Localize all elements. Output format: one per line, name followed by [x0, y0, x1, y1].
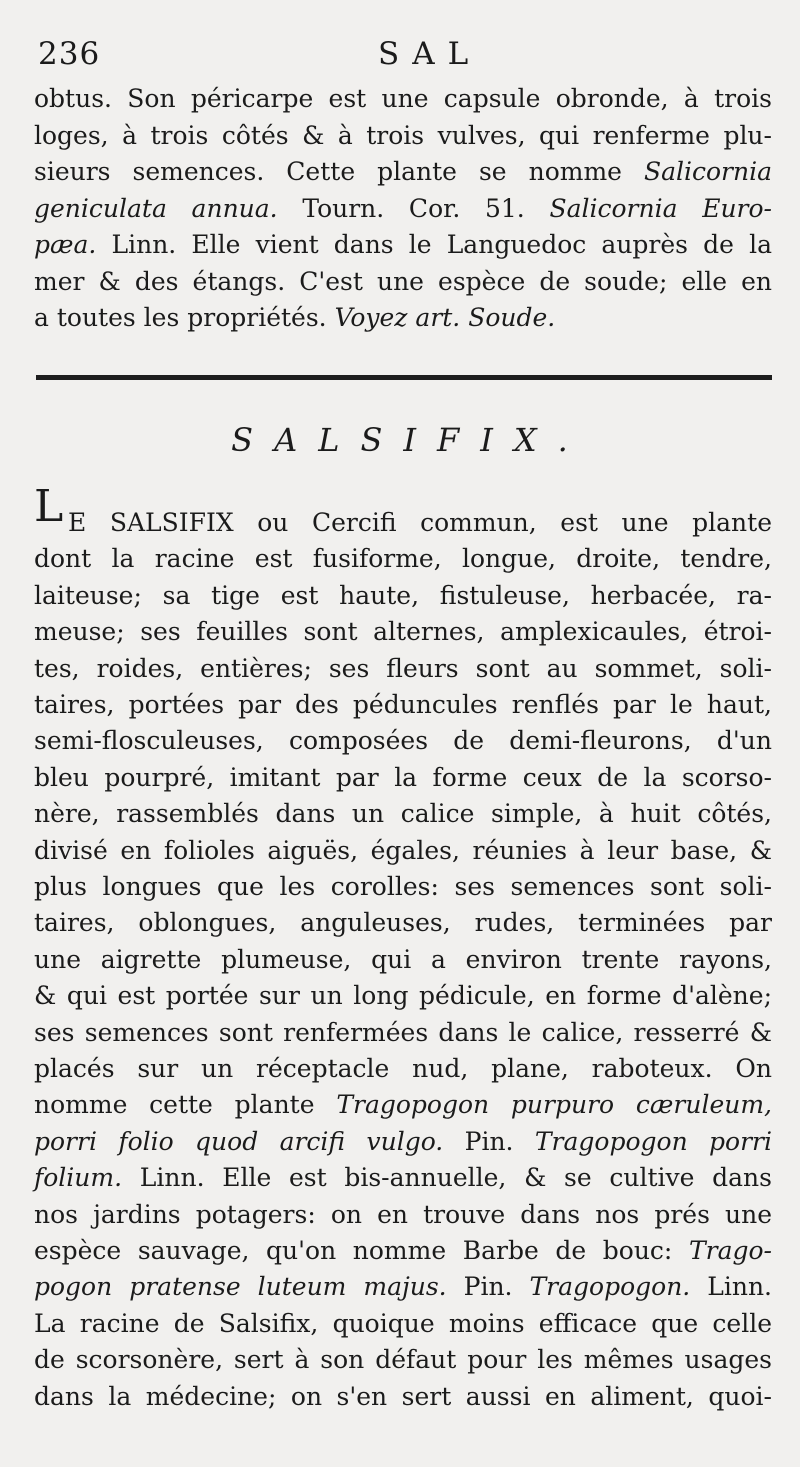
text-segment: sieurs semences. Cette plante se nomme — [34, 157, 644, 186]
text-line — [34, 1341, 772, 1378]
italic-text: geniculata annua. — [34, 193, 278, 223]
text-segment: nos jardins potagers: on en trouve dans nos prés une — [34, 1199, 772, 1229]
text-segment: dont la racine est fusiforme, longue, droite, tendre, — [34, 544, 772, 574]
text-segment: tes, roides, entières; ses fleurs sont au sommet, soli- — [34, 653, 772, 683]
drop-cap: L — [34, 481, 64, 532]
text-segment: loges, à trois côtés & à trois vulves, qui renferme plu- — [34, 120, 772, 150]
italic-text: Trago- — [688, 1236, 772, 1265]
text-line — [34, 540, 772, 577]
text-line — [34, 1014, 772, 1051]
text-line — [34, 613, 772, 650]
text-line — [34, 190, 772, 227]
text-segment: Linn. Elle vient dans le Languedoc auprès de la — [96, 230, 772, 259]
text-line — [34, 977, 772, 1014]
text-segment: divisé en folioles aiguës, égales, réunies à leur base, & — [34, 835, 772, 865]
italic-text: Salicornia — [643, 157, 772, 186]
text-segment: Pin. — [443, 1126, 535, 1156]
text-line — [34, 1268, 772, 1305]
italic-text: Tragopogon purpuro cæruleum, — [336, 1090, 772, 1120]
text-line — [34, 117, 772, 154]
text-segment: nère, rassemblés dans un calice simple, à huit côtés, — [34, 799, 772, 829]
text-line — [34, 80, 772, 117]
italic-text: pogon pratense luteum majus. — [34, 1272, 447, 1302]
text-line — [68, 504, 772, 541]
text-segment: laiteuse; sa tige est haute, fistuleuse, herbacée, ra- — [34, 580, 772, 610]
text-segment: Linn. Elle est bis-annuelle, & se cultive dans — [122, 1163, 772, 1193]
text-line — [34, 941, 772, 978]
text-line — [34, 153, 772, 190]
text-line — [34, 650, 772, 687]
text-segment: une aigrette plumeuse, qui a environ trente rayons, — [34, 944, 772, 974]
italic-text: Salicornia Euro- — [549, 193, 772, 223]
text-line — [34, 226, 772, 263]
text-line — [34, 1050, 772, 1087]
text-line — [34, 1159, 772, 1196]
text-line — [34, 1196, 772, 1233]
text-segment: E SALSIFIX ou Cercifi commun, est une plante — [68, 508, 772, 537]
text-line — [34, 868, 772, 905]
italic-text: Voyez art. Soude. — [334, 303, 556, 332]
italic-text: Tragopogon porri — [534, 1126, 772, 1156]
text-segment: mer & des étangs. C'est une espèce de soude; elle en — [34, 266, 772, 296]
text-line — [34, 1086, 772, 1123]
italic-text: folium. — [34, 1163, 123, 1193]
text-segment: a toutes les propriétés. — [34, 303, 335, 332]
running-head: SAL — [378, 36, 482, 72]
text-line — [34, 795, 772, 832]
text-segment: & qui est portée sur un long pédicule, en forme d'alène; — [34, 981, 772, 1011]
text-line — [34, 1305, 772, 1342]
text-segment: taires, portées par des péduncules renflés par le haut, — [34, 690, 772, 719]
text-segment: Linn. — [690, 1272, 772, 1302]
italic-text: Tragopogon. — [529, 1272, 691, 1302]
text-segment: espèce sauvage, qu'on nomme Barbe de bouc: — [34, 1236, 689, 1265]
text-line — [34, 832, 772, 869]
text-segment: dans la médecine; on s'en sert aussi en aliment, quoi- — [34, 1381, 772, 1411]
text-segment: de scorsonère, sert à son défaut pour les mêmes usages — [34, 1345, 772, 1375]
text-line — [34, 1378, 772, 1415]
text-segment: Tourn. Cor. 51. — [277, 193, 550, 223]
text-segment: ses semences sont renfermées dans le calice, resserré & — [34, 1017, 772, 1047]
text-segment: placés sur un réceptacle nud, plane, raboteux. On — [34, 1054, 772, 1083]
text-segment: Pin. — [446, 1272, 530, 1302]
text-segment: taires, oblongues, anguleuses, rudes, terminées par — [34, 908, 772, 938]
text-segment: semi-flosculeuses, composées de demi-fleurons, d'un — [34, 726, 772, 756]
text-line — [34, 1123, 772, 1160]
text-line — [34, 263, 772, 300]
italic-text: pæa. — [34, 230, 97, 259]
text-line — [34, 722, 772, 759]
text-segment: La racine de Salsifix, quoique moins efficace que celle — [34, 1308, 772, 1338]
text-line — [34, 759, 772, 796]
text-segment: meuse; ses feuilles sont alternes, amplexicaules, étroi- — [34, 617, 772, 647]
text-segment: nomme cette plante — [34, 1090, 337, 1120]
section-divider — [36, 375, 772, 380]
text-segment: plus longues que les corolles: ses semences sont soli- — [34, 872, 772, 901]
page-number: 236 — [38, 36, 101, 72]
text-line — [34, 904, 772, 941]
section-title: SALSIFIX. — [231, 421, 589, 459]
text-segment: obtus. Son péricarpe est une capsule obronde, à trois — [34, 84, 772, 113]
text-line — [34, 1232, 772, 1269]
italic-text: porri folio quod arcifi vulgo. — [34, 1126, 444, 1156]
text-line — [34, 686, 772, 723]
text-line — [34, 299, 772, 336]
text-line — [34, 577, 772, 614]
text-segment: bleu pourpré, imitant par la forme ceux de la scorso- — [34, 762, 772, 792]
